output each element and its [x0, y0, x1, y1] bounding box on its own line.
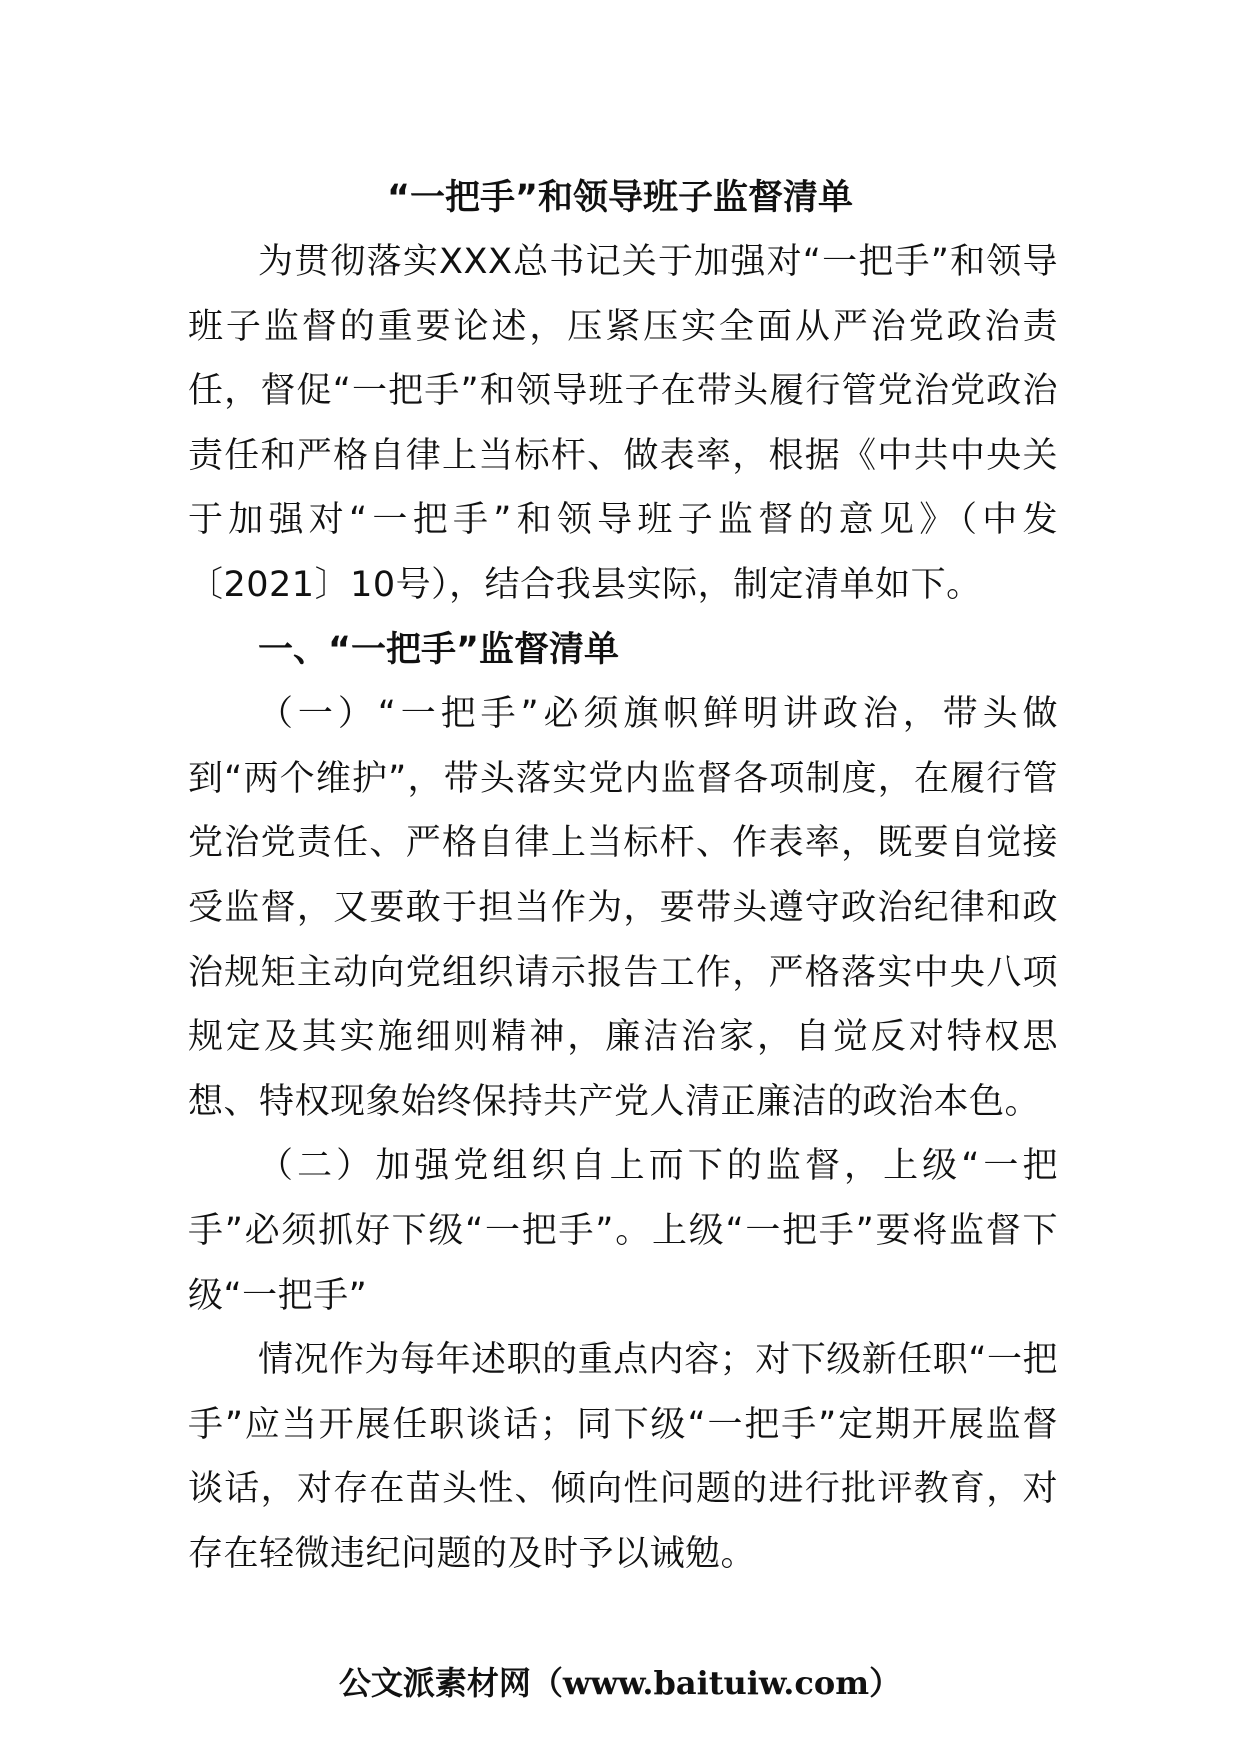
clause-one-paragraph: （一）“一把手”必须旗帜鲜明讲政治，带头做到“两个维护”，带头落实党内监督各项制度，在履行管党治党责任、严格自律上当标杆、作表率，既要自觉接受监督，又要敢于担当作为，要带头遵守政治纪律和政治规矩主动向党组织请示报告工作，严格落实中央八项规定及其实施细则精神，廉洁治家，自觉反对特权思想、特权现象始终保持共产党人清正廉洁的政治本色。: [188, 694, 1058, 1122]
clause-two-continuation: 情况作为每年述职的重点内容；对下级新任职“一把手”应当开展任职谈话；同下级“一把手”定期开展监督谈话，对存在苗头性、倾向性问题的进行批评教育，对存在轻微违纪问题的及时予以诫勉。: [188, 1340, 1058, 1574]
footer-site-label: 公文派素材网（www.baituiw.com）: [338, 1664, 902, 1702]
document-title: “一把手”和领导班子监督清单: [386, 178, 853, 218]
clause-two-paragraph: （二）加强党组织自上而下的监督，上级“一把手”必须抓好下级“一把手”。上级“一把手”要将监督下级“一把手”: [188, 1146, 1058, 1316]
intro-paragraph: 为贯彻落实XXX总书记关于加强对“一把手”和领导班子监督的重要论述，压紧压实全面从严治党政治责任，督促“一把手”和领导班子在带头履行管党治党政治责任和严格自律上当标杆、做表率，根据《中共中央关于加强对“一把手”和领导班子监督的意见》（中发〔2021〕10号），结合我县实际，制定清单如下。: [188, 242, 1058, 605]
section-heading: 一、“一把手”监督清单: [258, 629, 620, 670]
document-body: [188, 230, 1058, 1586]
